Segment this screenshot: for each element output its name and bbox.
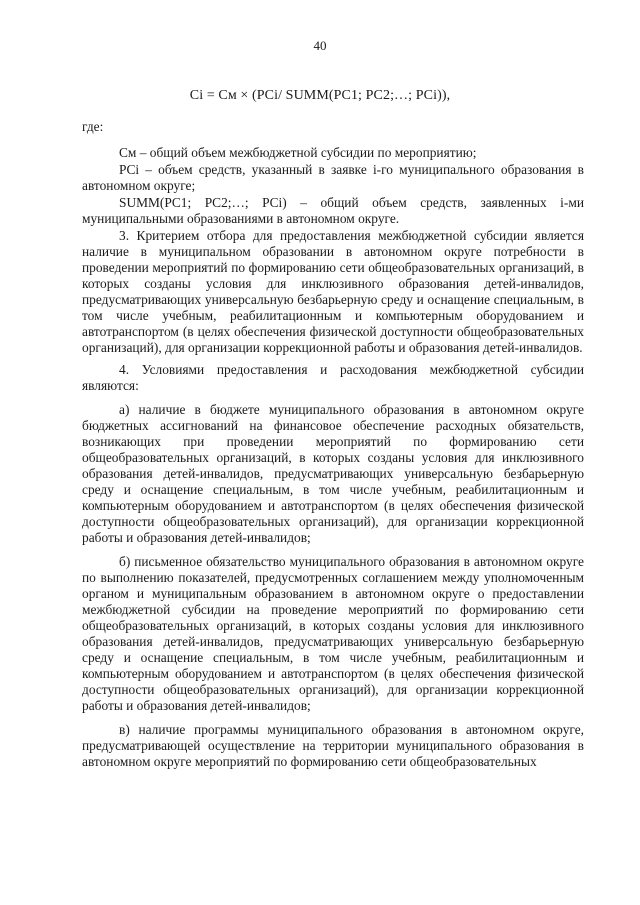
definition-summ: SUMM(PC1; PC2;…; PCi) – общий объем средств, заявленных i-ми муниципальными образованиями в автономном округе. xyxy=(82,195,584,226)
paragraph-3: 3. Критерием отбора для предоставления межбюджетной субсидии является наличие в муниципальном образовании в автономном округе потребности в проведении мероприятий по формированию сети общеобразовательных организаций, в которых созданы условия для инклюзивного образования детей-инвалидов, предусматривающих универсальную безбарьерную среду и оснащение специальным, в том числе учебным, реабилитационным и компьютерным оборудованием и автотранспортом (в целях обеспечения физической доступности общеобразовательных организаций), для организации коррекционной работы и образования детей-инвалидов. xyxy=(82,228,584,355)
definition-pc: PCi – объем средств, указанный в заявке i-го муниципального образования в автономном округе; xyxy=(82,162,584,193)
paragraph-4b: б) письменное обязательство муниципального образования в автономном округе по выполнению показателей, предусмотренных соглашением между уполномоченным органом и муниципальным образованием в автономном округе о предоставлении межбюджетной субсидии на проведение мероприятий по формированию сети общеобразовательных организаций, в которых созданы условия для инклюзивного образования детей-инвалидов, предусматривающих универсальную безбарьерную среду и оснащение специальным, в том числе учебным, реабилитационным и компьютерным оборудованием и автотранспортом (в целях обеспечения физической доступности общеобразовательных организаций), для организации коррекционной работы и образования детей-инвалидов; xyxy=(82,554,584,713)
subsidy-formula: Ci = См × (PCi/ SUMM(PC1; PC2;…; PCi)), xyxy=(189,88,451,103)
definition-cm: См – общий объем межбюджетной субсидии по мероприятию; xyxy=(119,145,477,160)
paragraph-4: 4. Условиями предоставления и расходования межбюджетной субсидии являются: xyxy=(82,362,584,393)
paragraph-4a: а) наличие в бюджете муниципального образования в автономном округе бюджетных ассигнований на финансовое обеспечение расходных обязательств, возникающих при проведении мероприятий по формированию сети общеобразовательных организаций, в которых созданы условия для инклюзивного образования детей-инвалидов, предусматривающих универсальную безбарьерную среду и оснащение специальным, в том числе учебным, реабилитационным и компьютерным оборудованием и автотранспортом (в целях обеспечения физической доступности общеобразовательных организаций), для организации коррекционной работы и образования детей-инвалидов; xyxy=(82,402,584,545)
page-number: 40 xyxy=(313,38,327,53)
where-label: где: xyxy=(82,119,104,134)
document-body xyxy=(82,119,584,770)
paragraph-4c: в) наличие программы муниципального образования в автономном округе, предусматривающей осуществление на территории муниципального образования в автономном округе мероприятий по формированию сети общеобразовательных xyxy=(82,722,584,769)
